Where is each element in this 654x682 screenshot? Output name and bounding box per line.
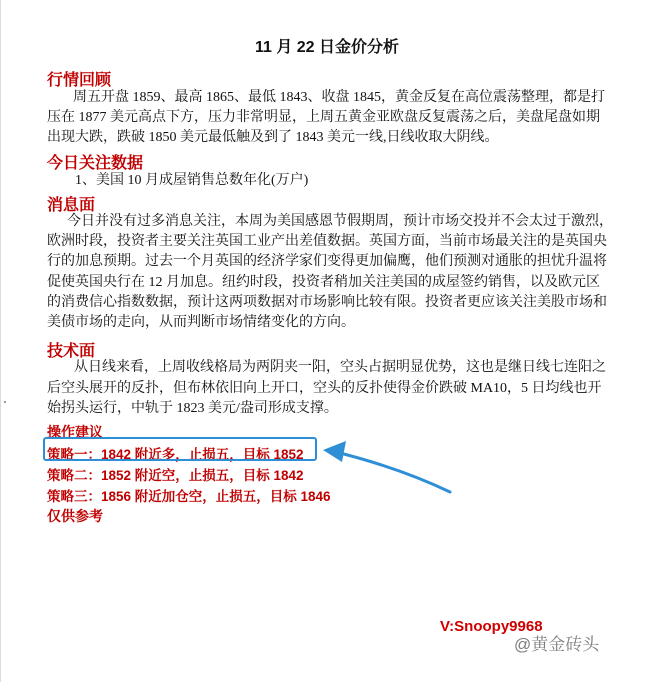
highlight-box [43, 437, 317, 461]
review-line: 出现大跌，跌破 1850 美元最低触及到了 1843 美元一线,日线收取大阴线。 [47, 130, 499, 145]
news-line: 今日并没有过多消息关注，本周为美国感恩节假期周，预计市场交投并不会太过于激烈， [67, 214, 613, 229]
news-line: 的消费信心指数数据，预计这两项数据对市场影响比较有限。投资者更应该关注美股市场和 [47, 295, 607, 310]
section-heading-advice: 操作建议 [47, 424, 103, 440]
strategy-item: 策略二：1852 附近空，止损五，目标 1842 [47, 468, 304, 483]
strategy-item: 策略三：1856 附近加仓空，止损五，目标 1846 [47, 489, 331, 504]
reference-note: 仅供参考 [47, 508, 103, 524]
review-line: 周五开盘 1859、最高 1865、最低 1843、收盘 1845，黄金反复在高位震荡整理，都是打 [73, 90, 605, 105]
news-line: 促使英国央行在 12 月加息。纽约时段，投资者稍加关注美国的成屋签约销售，以及欧元区 [47, 275, 600, 290]
technical-line: 后空头展开的反扑，但布林依旧向上开口，空头的反扑使得金价跌破 MA10，5 日均线也开 [47, 381, 602, 396]
section-heading-data: 今日关注数据 [47, 155, 144, 172]
section-heading-news: 消息面 [47, 197, 96, 214]
watermark-logo-icon [510, 630, 511, 631]
technical-line: 始拐头运行，中轨于 1823 美元/盎司形成支撑。 [47, 401, 338, 416]
news-line: 行的加息预期。过去一个月英国的经济学家们变得更加偏鹰，他们预测对通胀的担忧升温将 [47, 254, 607, 269]
data-item: 1、美国 10 月成屋销售总数年化(万户) [75, 173, 309, 188]
technical-line: 从日线来看，上周收线格局为两阴夹一阳，空头占据明显优势，这也是继日线七连阳之 [74, 360, 606, 375]
news-line: 欧洲时段，投资者主要关注英国工业产出差值数据。英国方面，当前市场最关注的是英国央 [47, 234, 607, 249]
document-title: 11 月 22 日金价分析 [254, 39, 400, 56]
margin-marker [4, 401, 6, 403]
section-heading-technical: 技术面 [47, 343, 96, 360]
section-heading-review: 行情回顾 [47, 72, 112, 89]
watermark-text: @黄金砖头 [514, 635, 600, 654]
contact-id: V:Snoopy9968 [440, 618, 543, 635]
strategy-item: 策略一：1842 附近多，止损五，目标 1852 [47, 447, 304, 462]
review-line: 压在 1877 美元高点下方，压力非常明显，上周五黄金亚欧盘反复震荡之后，美盘尾盘如期 [47, 110, 600, 125]
news-line: 美债市场的走向，从而判断市场情绪变化的方向。 [47, 315, 355, 330]
